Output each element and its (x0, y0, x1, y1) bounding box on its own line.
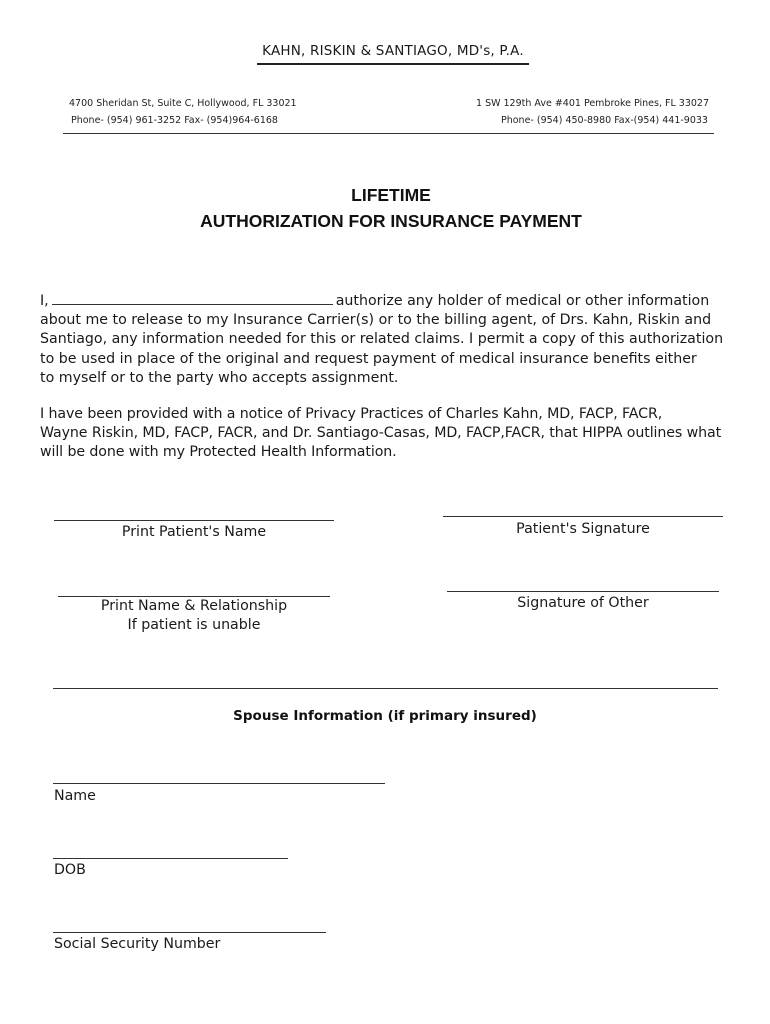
spouse-ssn-label: Social Security Number (54, 936, 221, 952)
authorization-line1: authorize any holder of medical or other information (335, 293, 710, 309)
authorization-line3: Santiago, any information needed for this or related claims. I permit a copy of this authorization (40, 331, 724, 348)
right-office-address: 1 SW 129th Ave #401 Pembroke Pines, FL 33027 (476, 98, 710, 109)
patient-signature-line[interactable] (443, 516, 723, 517)
header-divider (63, 133, 714, 134)
practice-name-underline (257, 63, 529, 65)
authorization-line2: about me to release to my Insurance Carrier(s) or to the billing agent, of Drs. Kahn, Riskin and (40, 312, 712, 329)
right-office-phone: Phone- (954) 450-8980 Fax-(954) 441-9033 (501, 115, 708, 126)
authorization-paragraph (40, 291, 770, 388)
privacy-paragraph (40, 405, 770, 463)
spouse-ssn-line[interactable] (53, 932, 326, 933)
authorizer-name-blank[interactable] (52, 291, 333, 305)
print-patient-name-line[interactable] (54, 520, 334, 521)
signature-of-other-line[interactable] (447, 591, 719, 592)
form-title-line2: AUTHORIZATION FOR INSURANCE PAYMENT (200, 211, 582, 231)
print-patient-name-label: Print Patient's Name (121, 524, 267, 540)
spouse-dob-line[interactable] (53, 858, 288, 859)
privacy-line1: I have been provided with a notice of Privacy Practices of Charles Kahn, MD, FACP, FACR, (40, 406, 663, 422)
authorization-line4: to be used in place of the original and request payment of medical insurance benefits either (40, 350, 697, 367)
authorization-prefix: I, (40, 293, 49, 309)
spouse-dob-label: DOB (54, 862, 86, 878)
print-name-relationship-label: Print Name & Relationship (100, 598, 288, 614)
spouse-section-divider (53, 688, 718, 689)
privacy-line3: will be done with my Protected Health Information. (40, 444, 397, 461)
spouse-name-line[interactable] (53, 783, 385, 784)
patient-signature-label: Patient's Signature (516, 521, 650, 537)
if-patient-unable-label: If patient is unable (127, 617, 261, 633)
signature-of-other-label: Signature of Other (517, 595, 649, 611)
form-title-line1: LIFETIME (351, 185, 431, 205)
practice-name: KAHN, RISKIN & SANTIAGO, MD's, P.A. (262, 43, 524, 59)
privacy-line2: Wayne Riskin, MD, FACP, FACR, and Dr. Santiago-Casas, MD, FACP,FACR, that HIPPA outlines what (40, 425, 722, 442)
left-office-phone: Phone- (954) 961-3252 Fax- (954)964-6168 (71, 115, 278, 126)
spouse-section-heading: Spouse Information (if primary insured) (233, 708, 537, 724)
left-office-address: 4700 Sheridan St, Suite C, Hollywood, FL 33021 (69, 98, 297, 109)
spouse-name-label: Name (54, 788, 96, 804)
authorization-line5: to myself or to the party who accepts assignment. (40, 369, 399, 386)
